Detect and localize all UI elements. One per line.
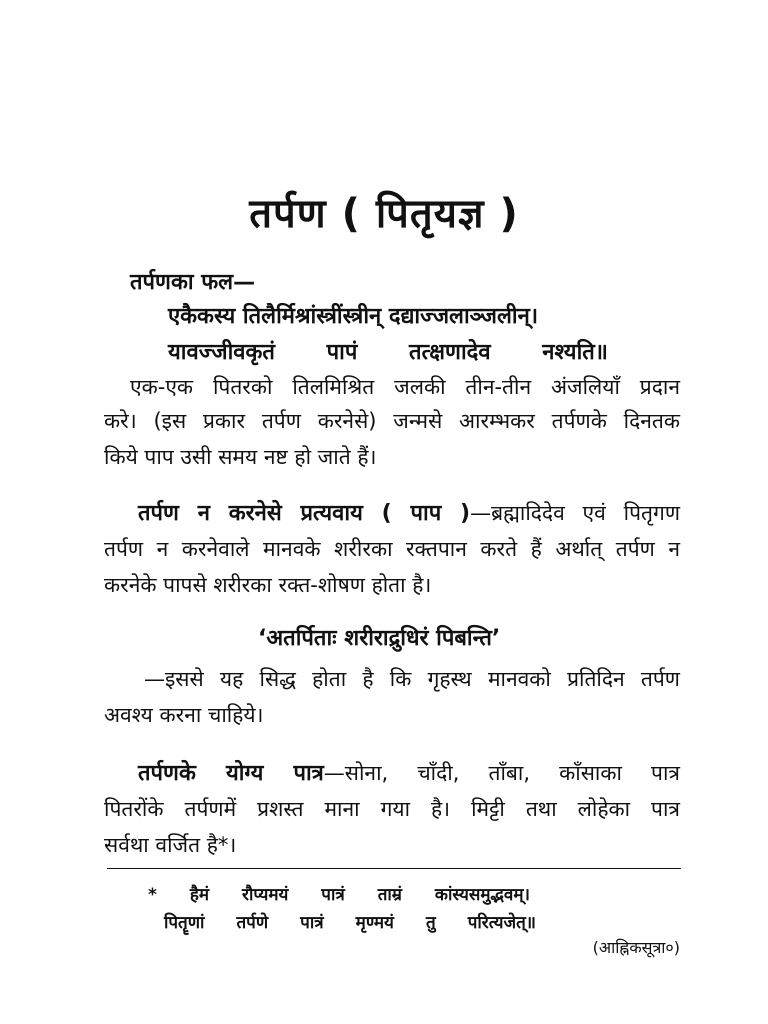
footnote-source: (आह्निकसूत्रा०) — [592, 938, 680, 957]
paragraph-line: करे। (इस प्रकार तर्पण करनेसे) जन्मसे आरम्भकर तर्पणके दिनतक — [104, 409, 680, 433]
page-title: तर्पण ( पितृयज्ञ ) — [249, 191, 519, 237]
section-vessels-heading-rest: —सोना, चाँदी, ताँबा, काँसाका पात्र — [323, 761, 680, 785]
footnote-divider — [107, 868, 681, 869]
section-heading-fruit: तर्पणका फल— — [130, 270, 256, 295]
section-heading-sin: तर्पण न करनेसे प्रत्यवाय ( पाप ) — [138, 501, 471, 526]
section-vessels-first-line — [138, 756, 680, 791]
verse-line-1: एकैकस्य तिलैर्मिश्रांस्त्रींस्त्रीन् दद्याज्जलाञ्जलीन्। — [168, 304, 539, 329]
section-sin-first-line — [138, 496, 680, 531]
paragraph-line: करनेके पापसे शरीरका रक्त-शोषण होता है। — [104, 573, 432, 597]
paragraph-line: —इससे यह सिद्ध होता है कि गृहस्थ मानवको प्रतिदिन तर्पण — [144, 667, 680, 691]
paragraph-line: किये पाप उसी समय नष्ट हो जाते हैं। — [104, 445, 377, 469]
verse-line-2: यावज्जीवकृतं पापं तत्क्षणादेव नश्यति॥ — [168, 340, 608, 365]
section-sin-heading-rest: —ब्रह्मादिदेव एवं पितृगण — [470, 501, 681, 525]
section-heading-vessels: तर्पणके योग्य पात्र — [138, 761, 324, 786]
footnote-line-2: पितॄणां तर्पणे पात्रं मृण्मयं तु परित्यजेत्॥ — [164, 913, 536, 933]
paragraph-line: अवश्य करना चाहिये। — [104, 703, 264, 727]
footnote-line-1: * हैमं रौप्यमयं पात्रं ताम्रं कांस्यसमुद्भवम्। — [148, 885, 530, 905]
paragraph-line: पितरोंके तर्पणमें प्रशस्त माना गया है। मिट्टी तथा लोहेका पात्र — [104, 797, 680, 821]
paragraph-line: तर्पण न करनेवाले मानवके शरीरका रक्तपान करते हैं अर्थात् तर्पण न — [104, 537, 680, 561]
paragraph-line: एक-एक पितरको तिलमिश्रित जलकी तीन-तीन अंजलियाँ प्रदान — [130, 375, 680, 399]
paragraph-line: सर्वथा वर्जित है*। — [104, 833, 237, 857]
quote-line: ‘अतर्पिताः शरीराद्रुधिरं पिबन्ति’ — [258, 626, 501, 651]
